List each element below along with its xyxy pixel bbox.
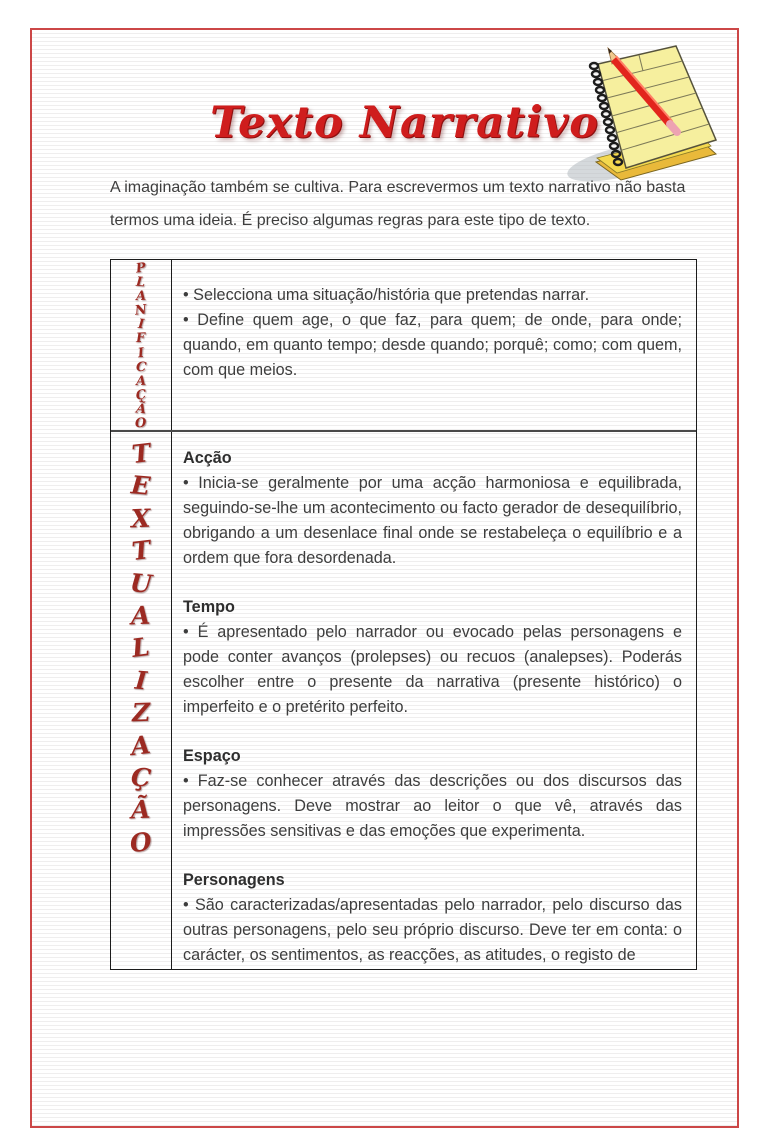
vertical-letter: Z	[131, 697, 151, 728]
vertical-letter: N	[134, 302, 148, 319]
vertical-letter: T	[129, 437, 152, 470]
section-text-espaco: • Faz-se conhecer através das descrições ou dos discursos das personagens. Deve mostrar ao leitor o que vê, através das impressões sensitivas e das emoções que experimenta.	[183, 772, 682, 840]
vertical-letter: Ç	[134, 387, 147, 404]
vertical-letter: X	[130, 503, 152, 534]
bullet-item: • Define quem age, o que faz, para quem; de onde, para onde; quando, em quanto tempo; desde quando; porquê; como; com quem, com que meios.	[183, 311, 682, 379]
vertical-letter: Ã	[135, 401, 147, 418]
planning-table	[110, 259, 697, 970]
section-heading-personagens: Personagens	[183, 871, 285, 889]
notepad-icon	[564, 42, 732, 189]
vertical-letter: Ã	[130, 795, 152, 825]
textualizacao-cell	[172, 432, 696, 969]
vertical-letter: A	[135, 373, 147, 389]
vertical-letter: Ç	[129, 762, 153, 793]
vertical-letter: E	[130, 470, 152, 502]
document-sheet	[30, 28, 739, 1128]
vertical-letter: I	[133, 665, 149, 696]
vertical-label-textualizacao	[111, 432, 172, 969]
vertical-letter: A	[135, 289, 147, 305]
intro-paragraph: A imaginação também se cultiva. Para escrevermos um texto narrativo não basta termos uma ideia. É preciso algumas regras para este tipo de texto.	[110, 179, 686, 229]
vertical-letter: T	[129, 535, 152, 567]
section-heading-tempo: Tempo	[183, 598, 235, 616]
section-text-accao: • Inicia-se geralmente por uma acção harmoniosa e equilibrada, seguindo-se-lhe um acontecimento ou facto gerador de desequilíbrio, obrigando a um desenlace final onde se restabeleça o equilíbrio e a ordem que fora desordenada.	[183, 474, 682, 567]
vertical-letter: U	[128, 567, 154, 599]
planificacao-cell	[172, 260, 696, 430]
section-heading-espaco: Espaço	[183, 747, 241, 765]
section-heading-accao: Acção	[183, 449, 232, 467]
bullet-item: • Selecciona uma situação/história que pretendas narrar.	[183, 286, 590, 304]
vertical-letter: F	[136, 331, 146, 347]
vertical-letter: C	[135, 359, 147, 376]
section-text-tempo: • É apresentado pelo narrador ou evocado pelas personagens e pode conter avanços (prolepses) ou recuos (analepses). Poderás escolher entre o presente da narrativa (presente histórico) o imperfeito e o pretérito perfeito.	[183, 623, 682, 716]
notepad-pencil-illustration	[564, 42, 732, 189]
vertical-letter: A	[129, 729, 153, 761]
vertical-letter: P	[135, 260, 147, 277]
vertical-label-planificacao	[111, 260, 172, 430]
section-text-personagens: • São caracterizadas/apresentadas pelo narrador, pelo discurso das outras personagens, pelo seu próprio discurso. Deve ter em conta: o carácter, os sentimentos, as reacções, as atitudes, o registo de	[183, 896, 682, 964]
table-row-planificacao	[111, 260, 696, 432]
vertical-letter: A	[130, 600, 152, 631]
vertical-letter: L	[130, 632, 152, 664]
vertical-letter: O	[135, 415, 147, 432]
vertical-letter: O	[128, 826, 154, 859]
vertical-letter: I	[137, 317, 145, 333]
vertical-letter: I	[136, 345, 145, 361]
page-title: Texto Narrativo	[210, 98, 599, 148]
vertical-letter: L	[135, 274, 147, 291]
table-row-textualizacao	[111, 432, 696, 969]
